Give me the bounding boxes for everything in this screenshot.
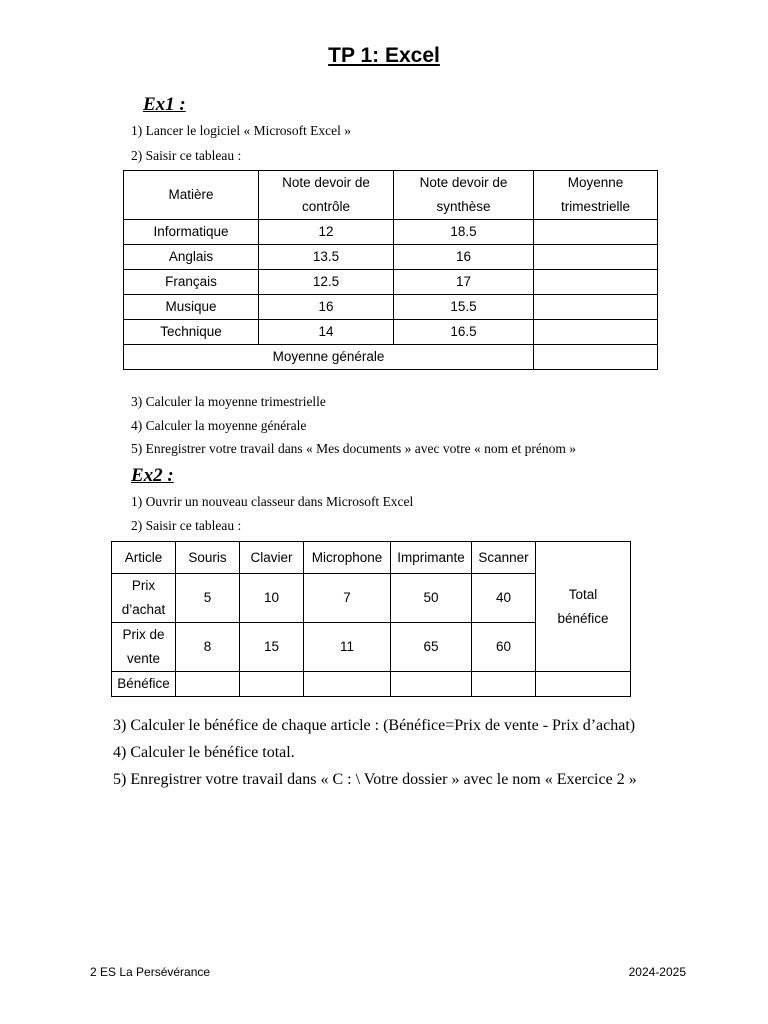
- ex1-header-cell: Moyenne trimestrielle: [534, 171, 658, 220]
- table-cell: [304, 672, 391, 697]
- table-row: [124, 320, 658, 345]
- table-cell: [240, 672, 304, 697]
- table-cell: [534, 245, 658, 270]
- table-cell: 50: [391, 574, 472, 623]
- ex2-step-1: 1) Ouvrir un nouveau classeur dans Microsoft Excel: [131, 494, 414, 509]
- table-cell: 40: [472, 574, 536, 623]
- ex1-step-3: 3) Calculer la moyenne trimestrielle: [131, 394, 326, 409]
- table-cell: 10: [240, 574, 304, 623]
- table-cell: [534, 295, 658, 320]
- table-cell: 16: [259, 295, 394, 320]
- ex1-header-cell: Note devoir de synthèse: [394, 171, 534, 220]
- ex2-header-cell: Article: [112, 542, 176, 574]
- ex2-step-5: 5) Enregistrer votre travail dans « C : \ Votre dossier » avec le nom « Exercice 2 »: [113, 771, 637, 788]
- table-row: [124, 270, 658, 295]
- table-cell: 5: [176, 574, 240, 623]
- table-cell: 12.5: [259, 270, 394, 295]
- table-cell: 12: [259, 220, 394, 245]
- ex1-average-row: [124, 345, 658, 370]
- ex1-header-cell: Matière: [124, 171, 259, 220]
- total-benefit-label: Total bénéfice: [536, 542, 631, 672]
- ex1-header-cell: Note devoir de contrôle: [259, 171, 394, 220]
- table-cell: Bénéfice: [112, 672, 176, 697]
- ex2-table: [111, 541, 631, 697]
- ex2-header-cell: Scanner: [472, 542, 536, 574]
- ex1-step-1: 1) Lancer le logiciel « Microsoft Excel »: [131, 123, 352, 138]
- table-cell: [536, 672, 631, 697]
- table-cell: 60: [472, 623, 536, 672]
- table-cell: 16: [394, 245, 534, 270]
- ex1-header-row: [124, 171, 658, 220]
- table-cell: [391, 672, 472, 697]
- table-row: [112, 672, 631, 697]
- table-cell: 18.5: [394, 220, 534, 245]
- page-title: TP 1: Excel: [328, 44, 440, 67]
- table-cell: Technique: [124, 320, 259, 345]
- table-cell: Français: [124, 270, 259, 295]
- table-row: [124, 245, 658, 270]
- table-cell: Musique: [124, 295, 259, 320]
- table-cell: Anglais: [124, 245, 259, 270]
- ex2-step-2: 2) Saisir ce tableau :: [131, 518, 242, 533]
- table-cell: 15.5: [394, 295, 534, 320]
- table-row: [124, 220, 658, 245]
- ex1-step-4: 4) Calculer la moyenne générale: [131, 418, 307, 433]
- table-cell: [472, 672, 536, 697]
- table-cell: [534, 320, 658, 345]
- general-average-value: [534, 345, 658, 370]
- ex2-header-cell: Souris: [176, 542, 240, 574]
- ex1-table: [123, 170, 658, 370]
- ex2-step-4: 4) Calculer le bénéfice total.: [113, 744, 295, 761]
- table-cell: 14: [259, 320, 394, 345]
- ex2-step-3: 3) Calculer le bénéfice de chaque article : (Bénéfice=Prix de vente - Prix d’achat): [113, 717, 636, 734]
- ex2-header-cell: Imprimante: [391, 542, 472, 574]
- footer-school: 2 ES La Persévérance: [90, 965, 211, 979]
- ex2-header-row: [112, 542, 631, 574]
- table-cell: Prix de vente: [112, 623, 176, 672]
- general-average-label: Moyenne générale: [124, 345, 534, 370]
- table-row: [124, 295, 658, 320]
- ex2-header-cell: Microphone: [304, 542, 391, 574]
- table-cell: 17: [394, 270, 534, 295]
- ex1-heading: Ex1 :: [143, 94, 186, 115]
- table-cell: [534, 220, 658, 245]
- table-cell: 7: [304, 574, 391, 623]
- footer-year: 2024-2025: [628, 965, 686, 979]
- table-cell: 16.5: [394, 320, 534, 345]
- ex2-header-cell: Clavier: [240, 542, 304, 574]
- table-cell: 65: [391, 623, 472, 672]
- table-cell: 8: [176, 623, 240, 672]
- table-cell: 15: [240, 623, 304, 672]
- table-cell: [534, 270, 658, 295]
- table-cell: Prix d’achat: [112, 574, 176, 623]
- ex1-step-5: 5) Enregistrer votre travail dans « Mes documents » avec votre « nom et prénom »: [131, 441, 576, 456]
- ex2-heading: Ex2 :: [131, 465, 174, 486]
- table-cell: Informatique: [124, 220, 259, 245]
- ex1-step-2: 2) Saisir ce tableau :: [131, 148, 242, 163]
- table-cell: [176, 672, 240, 697]
- table-cell: 11: [304, 623, 391, 672]
- table-cell: 13.5: [259, 245, 394, 270]
